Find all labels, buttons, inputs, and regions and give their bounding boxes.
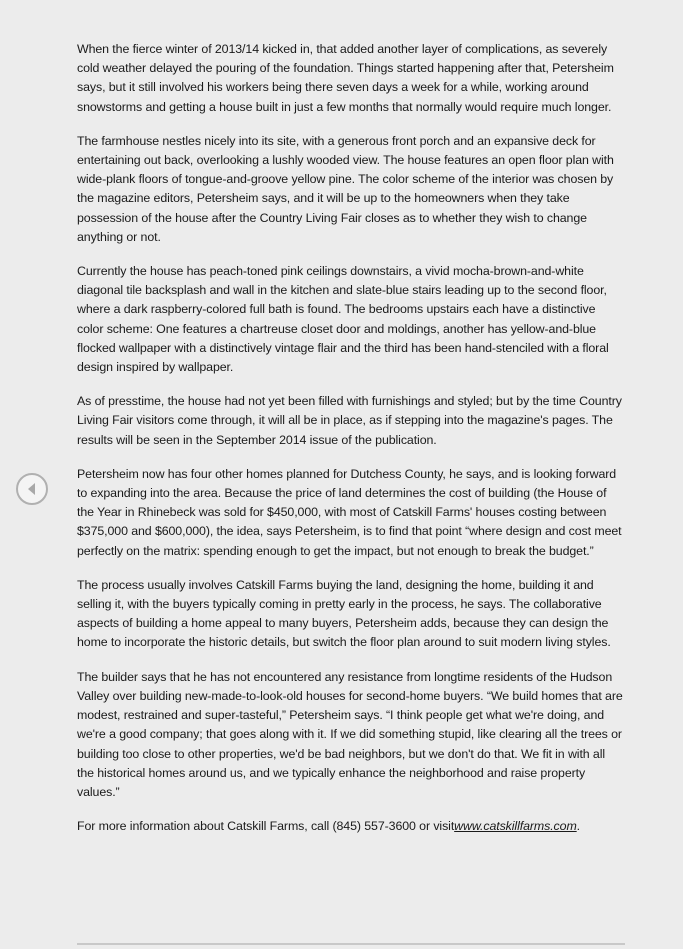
contact-paragraph xyxy=(77,817,625,836)
article-paragraph-3: Currently the house has peach-toned pink ceilings downstairs, a vivid mocha-brown-and-white diagonal tile backsplash and wall in the kitchen and slate-blue stairs leading up to the second floor, where a dark raspberry-colored full bath is found. The bedrooms upstairs each have a distinctive color scheme: One features a chartreuse closet door and moldings, another has yellow-and-blue flocked wallpaper with a distinctively vintage flair and the third has been hand-stenciled with a floral design inspired by wallpaper. xyxy=(77,264,609,375)
contact-period: . xyxy=(576,819,581,834)
article-paragraph-1: When the fierce winter of 2013/14 kicked in, that added another layer of complications, as severely cold weather delayed the pouring of the foundation. Things started happening after that, Petersheim says, but it still involved his workers being there seven days a week for a while, working around snowstorms and getting a house built in just a few months that normally would require much longer. xyxy=(77,42,614,114)
article-paragraph-6: The process usually involves Catskill Farms buying the land, designing the home, building it and selling it, with the buyers typically coming in pretty early in the process, he says. The collaborative aspects of building a home appeal to many buyers, Petersheim adds, because they can design the home to incorporate the historic details, but switch the floor plan around to suit modern living styles. xyxy=(77,577,611,650)
article-body xyxy=(77,40,625,851)
article-paragraph-5: Petersheim now has four other homes planned for Dutchess County, he says, and is looking forward to expanding into the area. Because the price of land determines the cost of building (the House of the Year in Rhinebeck was sold for $450,000, with most of Catskill Farms' houses costing between $375,000 and $600,000), the idea, says Petersheim, is to find that point “where design and cost meet perfectly on the matrix: spending enough to get the impact, but not enough to break the budget.” xyxy=(77,466,622,558)
article-paragraph-4: As of presstime, the house had not yet been filled with furnishings and styled; but by the time Country Living Fair visitors come through, it will all be in place, as if stepping into the magazine's pages. The results will be seen in the September 2014 issue of the publication. xyxy=(77,394,622,447)
previous-page-button[interactable] xyxy=(16,473,48,505)
chevron-left-icon xyxy=(18,475,46,503)
website-link[interactable]: www.catskillfarms.com xyxy=(454,819,577,834)
article-paragraph-7: The builder says that he has not encountered any resistance from longtime residents of the Hudson Valley over building new-made-to-look-old houses for second-home buyers. “We build homes that are modest, restrained and super-tasteful,” Petersheim says. “I think people get what we're doing, and we're a good company; that goes along with it. If we did something stupid, like clearing all the trees or building too close to other properties, we'd be bad neighbors, but we don't do that. We fit in with all the historical homes around us, and we typically enhance the neighborhood and raise property values.” xyxy=(77,669,623,799)
bottom-divider xyxy=(77,943,625,945)
article-paragraph-2: The farmhouse nestles nicely into its site, with a generous front porch and an expansive deck for entertaining out back, overlooking a lushly wooded view. The house features an open floor plan with wide-plank floors of tongue-and-groove yellow pine. The color scheme of the interior was chosen by the magazine editors, Petersheim says, and it will be up to the homeowners when they take possession of the house after the Country Living Fair closes as to whether they wish to change anything or not. xyxy=(77,133,614,244)
contact-text: For more information about Catskill Farms, call (845) 557-3600 or visit xyxy=(77,819,455,834)
